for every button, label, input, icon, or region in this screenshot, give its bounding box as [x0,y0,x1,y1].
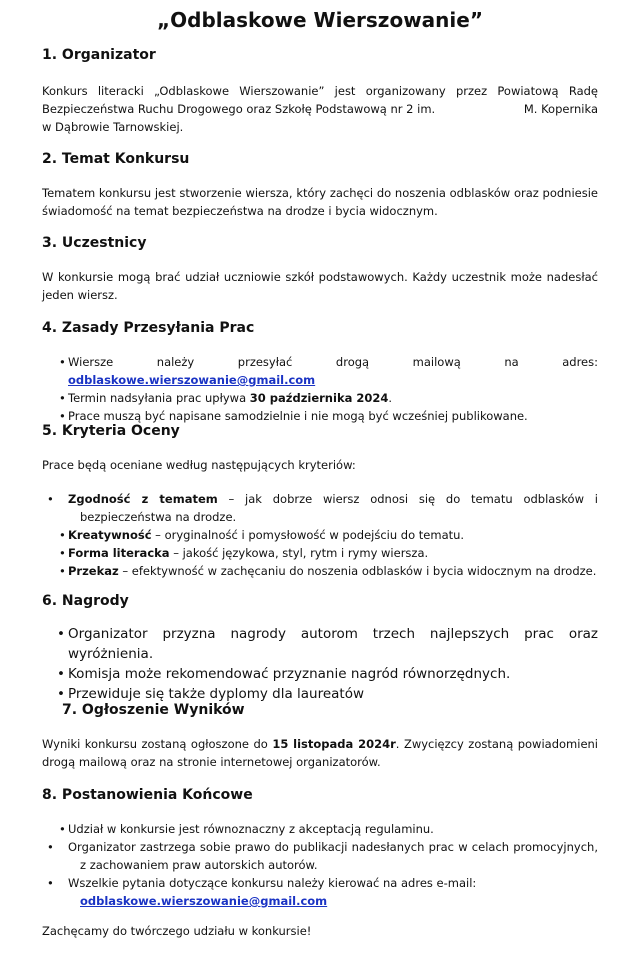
section-heading: 3. Uczestnicy [42,235,147,251]
list-item [68,490,598,526]
criterion-name: Zgodność z tematem [68,492,218,506]
email-link[interactable]: odblaskowe.wierszowanie@gmail.com [80,894,328,908]
section-text [42,82,598,136]
section-final-provisions [42,786,598,910]
rule-text: Wiersze należy przesyłać drogą mailową na adres: [68,355,598,369]
criterion-name: Kreatywność [68,528,152,542]
provision-text: Wszelkie pytania dotyczące konkursu należy kierować na adres e-mail: [68,876,477,890]
section-participants [42,234,598,304]
section-criteria [42,422,598,580]
list-item [68,562,598,580]
list-item: • Organizator przyzna nagrody autorom trzech najlepszych prac oraz wyróżnienia. [68,624,598,664]
section-submission-rules [42,319,598,425]
list-item [68,874,598,910]
list-item [68,389,598,407]
provisions-list [42,820,598,910]
list-item: • Udział w konkursie jest równoznaczny z akceptacją regulaminu. [68,820,598,838]
closing-text: Zachęcamy do twórczego udziału w konkursie! [42,924,312,938]
organizer-patron: M. Kopernika [523,102,598,116]
rule-text: Termin nadsyłania prac upływa [68,391,247,405]
section-heading: 6. Nagrody [42,593,129,609]
section-heading: 5. Kryteria Oceny [42,423,180,439]
criterion-text: – jak dobrze wiersz odnosi się do tematu odblasków i bezpieczeństwa na drodze. [80,492,598,524]
criterion-name: Przekaz [68,564,119,578]
criterion-text: – oryginalność i pomysłowość w podejściu do tematu. [151,528,465,542]
list-item [68,526,598,544]
deadline-date: 30 października 2024 [249,391,389,405]
section-heading: 2. Temat Konkursu [42,151,190,167]
criterion-text: – jakość językowa, styl, rytm i rymy wiersza. [169,546,429,560]
list-item [68,544,598,562]
section-awards [42,592,598,704]
section-text: Prace będą oceniane według następujących kryteriów: [42,458,356,472]
section-heading: 7. Ogłoszenie Wyników [62,702,245,718]
section-text [42,735,598,771]
criterion-text: – efektywność w zachęcaniu do noszenia odblasków i bycia widocznym na drodze. [118,564,597,578]
closing-section [42,922,598,940]
results-date: 15 listopada 2024r [272,737,396,751]
section-heading: 1. Organizator [42,47,156,63]
criteria-list [42,490,598,580]
organizer-location: w Dąbrowie Tarnowskiej. [42,120,184,134]
list-item: • Przewiduje się także dyplomy dla laureatów [68,684,598,704]
section-text: W konkursie mogą brać udział uczniowie szkół podstawowych. Każdy uczestnik może nadesłać jeden wiersz. [42,270,598,302]
list-item: • Komisja może rekomendować przyznanie nagród równorzędnych. [68,664,598,684]
list-item [68,353,598,389]
rules-list [42,353,598,425]
list-item: • Prace muszą być napisane samodzielnie i nie mogą być wcześniej publikowane. [68,407,598,425]
results-text: Wyniki konkursu zostaną ogłoszone do [42,737,273,751]
document-title: „Odblaskowe Wierszowanie” [157,8,483,32]
organizer-text: Konkurs literacki „Odblaskowe Wierszowanie” jest organizowany przez Powiatową Radę Bezpieczeństwa Ruchu Drogowego oraz Szkołę Podstawową nr 2 im. [42,84,598,116]
section-results [42,701,598,771]
awards-list [42,624,598,704]
section-topic [42,150,598,220]
section-organizer [42,46,598,136]
section-heading: 8. Postanowienia Końcowe [42,787,253,803]
section-text: Tematem konkursu jest stworzenie wiersza, który zachęci do noszenia odblasków oraz podniesie świadomość na temat bezpieczeństwa na drodze i bycia widocznym. [42,186,598,218]
section-heading: 4. Zasady Przesyłania Prac [42,320,255,336]
email-link[interactable]: odblaskowe.wierszowanie@gmail.com [68,373,316,387]
list-item: • Organizator zastrzega sobie prawo do publikacji nadesłanych prac w celach promocyjnych, z zachowaniem praw autorskich autorów. [68,838,598,874]
results-text-end: . Zwycięzcy zostaną powiadomieni drogą mailową oraz na stronie internetowej organizatorów. [42,737,599,769]
rule-text-end: . [388,391,393,405]
criterion-name: Forma literacka [68,546,170,560]
